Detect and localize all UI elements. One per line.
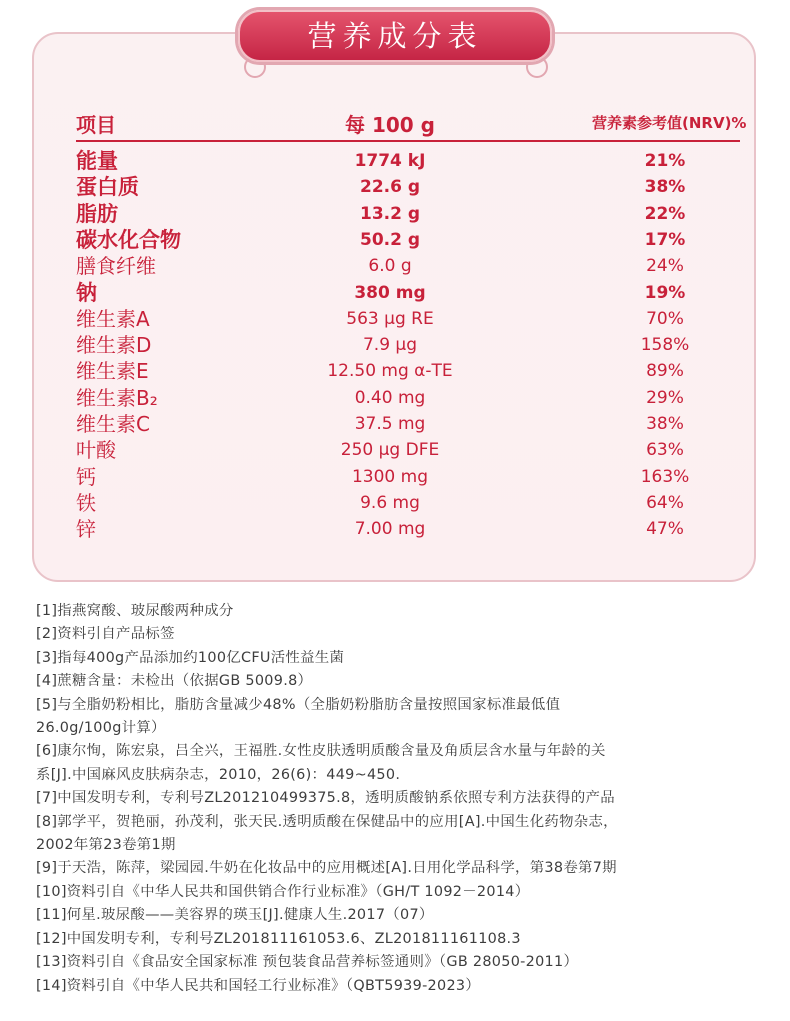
nutrient-nrv: 38% — [646, 414, 684, 434]
nutrient-value: 22.6 g — [359, 177, 421, 198]
nutrient-value: 6.0 g — [368, 256, 412, 277]
footnote: [12]中国发明专利，专利号ZL201811161053.6、ZL201811161108.3 — [36, 930, 521, 947]
footnotes — [36, 600, 756, 998]
nutrient-name: 锌 — [76, 517, 96, 542]
nutrient-name: 蛋白质 — [76, 175, 139, 200]
table-row — [0, 358, 790, 384]
footnote: [6]康尔恂，陈宏泉，吕全兴，王福胜.女性皮肤透明质酸含量及角质层含水量与年龄的关 — [36, 743, 606, 760]
nutrient-name: 钙 — [76, 464, 96, 489]
nutrient-value: 380 mg — [354, 282, 426, 303]
nutrient-name: 膳食纤维 — [76, 254, 156, 279]
footnote: [13]资料引自《食品安全国家标准 预包装食品营养标签通则》（GB 28050-2011） — [36, 954, 579, 971]
nutrient-nrv: 29% — [646, 387, 684, 408]
table-row — [0, 201, 790, 227]
header-nrv: 营养素参考值(NRV)% — [592, 114, 747, 132]
nutrient-nrv: 163% — [640, 466, 690, 487]
table-row — [0, 490, 790, 516]
nutrient-name: 钠 — [76, 280, 97, 305]
nutrient-value: 13.2 g — [359, 203, 421, 224]
nutrient-nrv: 63% — [646, 440, 684, 461]
nutrient-name: 脂肪 — [76, 201, 118, 226]
nutrient-value: 9.6 mg — [360, 492, 420, 513]
footnote: 2002年第23卷第1期 — [36, 837, 176, 854]
footnote: [2]资料引自产品标签 — [36, 626, 175, 643]
nutrient-nrv: 38% — [644, 177, 686, 198]
nutrient-name: 维生素D — [76, 333, 152, 358]
table-row — [0, 174, 790, 200]
nutrient-nrv: 21% — [644, 151, 686, 171]
nutrient-name: 维生素A — [76, 306, 150, 331]
nutrient-value: 1300 mg — [351, 466, 429, 487]
header-item: 项目 — [76, 113, 116, 137]
table-row — [0, 280, 790, 306]
nutrient-value: 7.00 mg — [354, 519, 426, 540]
nutrient-nrv: 64% — [646, 492, 684, 513]
table-row — [0, 516, 790, 542]
footnote: [1]指燕窝酸、玻尿酸两种成分 — [36, 603, 234, 619]
footnote: [11]何星.玻尿酸——美容界的瑛玉[J].健康人生.2017（07） — [36, 907, 434, 924]
nutrient-nrv: 19% — [644, 282, 686, 303]
nutrient-name: 碳水化合物 — [76, 227, 181, 252]
footnote: [3]指每400g产品添加约100亿CFU活性益生菌 — [36, 649, 345, 666]
table-row — [0, 464, 790, 490]
header-per-100g: 每 100 g — [345, 113, 435, 137]
nutrient-value: 0.40 mg — [354, 387, 426, 408]
table-row — [0, 148, 790, 174]
nutrient-value: 1774 kJ — [354, 151, 426, 171]
nutrient-name: 能量 — [76, 149, 118, 173]
nutrient-nrv: 89% — [646, 361, 684, 382]
footnote: [8]郭学平，贺艳丽，孙茂利，张天民.透明质酸在保健品中的应用[A].中国生化药物杂志， — [36, 813, 618, 830]
table-row — [0, 411, 790, 437]
footnote: 26.0g/100g计算） — [36, 720, 166, 737]
footnote: [10]资料引自《中华人民共和国供销合作行业标准》（GH/T 1092－2014） — [36, 883, 530, 900]
footnote: [7]中国发明专利，专利号ZL201210499375.8，透明质酸钠系依照专利方法获得的产品 — [36, 790, 615, 807]
footnote: [14]资料引自《中华人民共和国轻工行业标准》（QBT5939-2023） — [36, 977, 481, 994]
nutrient-nrv: 24% — [646, 256, 684, 277]
nutrient-name: 维生素E — [76, 359, 149, 384]
table-row — [0, 306, 790, 332]
footnote: [4]蔗糖含量：未检出（依据GB 5009.8） — [36, 673, 313, 690]
nutrient-nrv: 17% — [644, 229, 686, 250]
nutrient-nrv: 47% — [646, 519, 684, 540]
nutrient-value: 250 μg DFE — [340, 440, 440, 461]
header-divider — [76, 140, 740, 142]
table-row — [0, 227, 790, 253]
footnote: 系[J].中国麻风皮肤病杂志，2010，26(6)：449~450. — [36, 766, 401, 783]
nutrient-value: 563 μg RE — [346, 308, 434, 329]
nutrient-value: 50.2 g — [359, 229, 421, 250]
table-row — [0, 385, 790, 411]
nutrient-name: 维生素B₂ — [76, 385, 158, 410]
nutrient-nrv: 158% — [640, 335, 690, 356]
nutrient-name: 维生素C — [76, 412, 150, 436]
footnote: [5]与全脂奶粉相比，脂肪含量减少48%（全脂奶粉脂肪含量按照国家标准最低值 — [36, 696, 561, 713]
table-row — [0, 437, 790, 463]
page-title: 营养成分表 — [238, 10, 552, 62]
nutrient-name: 叶酸 — [76, 438, 116, 463]
table-row — [0, 253, 790, 279]
footnote: [9]于天浩，陈萍，梁园园.牛奶在化妆品中的应用概述[A].日用化学品科学，第38卷第7期 — [36, 860, 617, 877]
nutrient-nrv: 22% — [644, 203, 686, 224]
nutrient-value: 37.5 mg — [354, 414, 426, 434]
table-row — [0, 332, 790, 358]
nutrient-name: 铁 — [76, 490, 96, 515]
nutrient-nrv: 70% — [646, 308, 684, 329]
nutrient-value: 7.9 μg — [362, 335, 418, 356]
nutrient-value: 12.50 mg α-TE — [327, 361, 453, 382]
